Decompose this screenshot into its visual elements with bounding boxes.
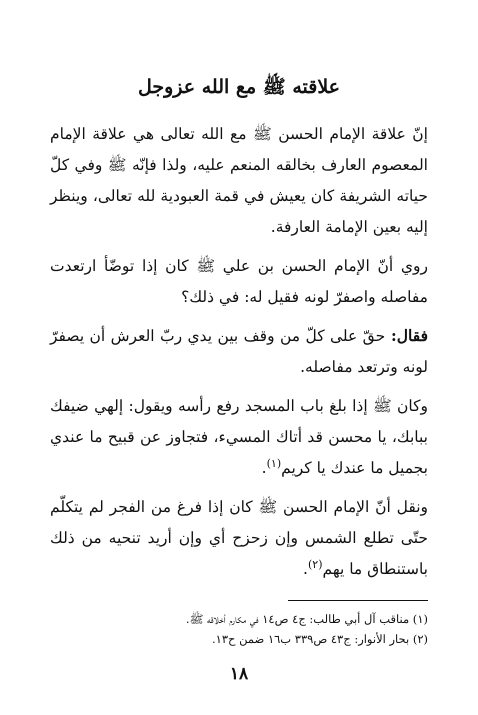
footnote-separator [288,600,428,601]
paragraph-relationship [50,118,428,243]
page-title: علاقته ﷺ مع الله عزوجل [137,76,341,98]
paragraph-text: وكان ﷺ إذا بلغ باب المسجد رفع رأسه ويقول: إلهي ضيفك ببابك، يا محسن قد أتاك المسيء، فتجاوز عن قبيح ما عندي بجميل ما عندك يا كريم [50,397,428,477]
main-text [50,118,428,592]
paragraph-text: روي أنّ الإمام الحسن بن علي ﷺ كان إذا توضّأ ارتعدت مفاصله واصفرّ لونه فقيل له: في ذلك؟ [50,257,428,306]
paragraph-text: إنّ علاقة الإمام الحسن ﷺ مع الله تعالى هي علاقة الإمام المعصوم العارف بخالقه المنعم عليه، ولذا فإنّه ﷺ وفي كلّ حياته الشريفة كان يعيش في قمة العبودية لله تعالى، وينظر إليه بعين الإمامة العارفة. [50,125,428,236]
paragraph-dawn-prayer: ونقل أنّ الإمام الحسن ﷺ كان إذا فرغ من الفجر لم يتكلّم حتّى تطلع الشمس وإن زحزح أي وإن أريد تنحيه من ذلك باستنطاق ما يهم$^{(٢)}$. [50,498,428,578]
footnote-1: (١) مناقب آل أبي طالب: ج٤ ص١٤ في مكارم أخلاقه ﷺ. [185,612,428,626]
paragraph-lead: فقال: [385,326,428,345]
footnotes [50,609,428,649]
footnote-marker: (٢) [307,557,323,571]
footnote-2: (٢) بحار الأنوار: ج٤٣ ص٣٣٩ ب١٦ ضمن ح١٣. [212,632,428,646]
paragraph-ablution [50,250,428,313]
paragraph-answer [50,320,428,383]
paragraph-text: ونقل أنّ الإمام الحسن ﷺ كان إذا فرغ من الفجر لم يتكلّم حتّى تطلع الشمس وإن زحزح أي وإن أريد تنحيه من ذلك باستنطاق ما يهم [50,498,428,578]
paragraph-text: حقّ على كلّ من وقف بين يدي ربّ العرش أن يصفرّ لونه وترتعد مفاصله. [50,327,428,376]
footnote-marker: (١) [266,456,282,470]
page-number: ١٨ [229,664,249,684]
paragraph-mosque-door: وكان ﷺ إذا بلغ باب المسجد رفع رأسه ويقول: إلهي ضيفك ببابك، يا محسن قد أتاك المسيء، فتجاوز عن قبيح ما عندي بجميل ما عندك يا كريم$^{(١)}$. [50,397,428,477]
